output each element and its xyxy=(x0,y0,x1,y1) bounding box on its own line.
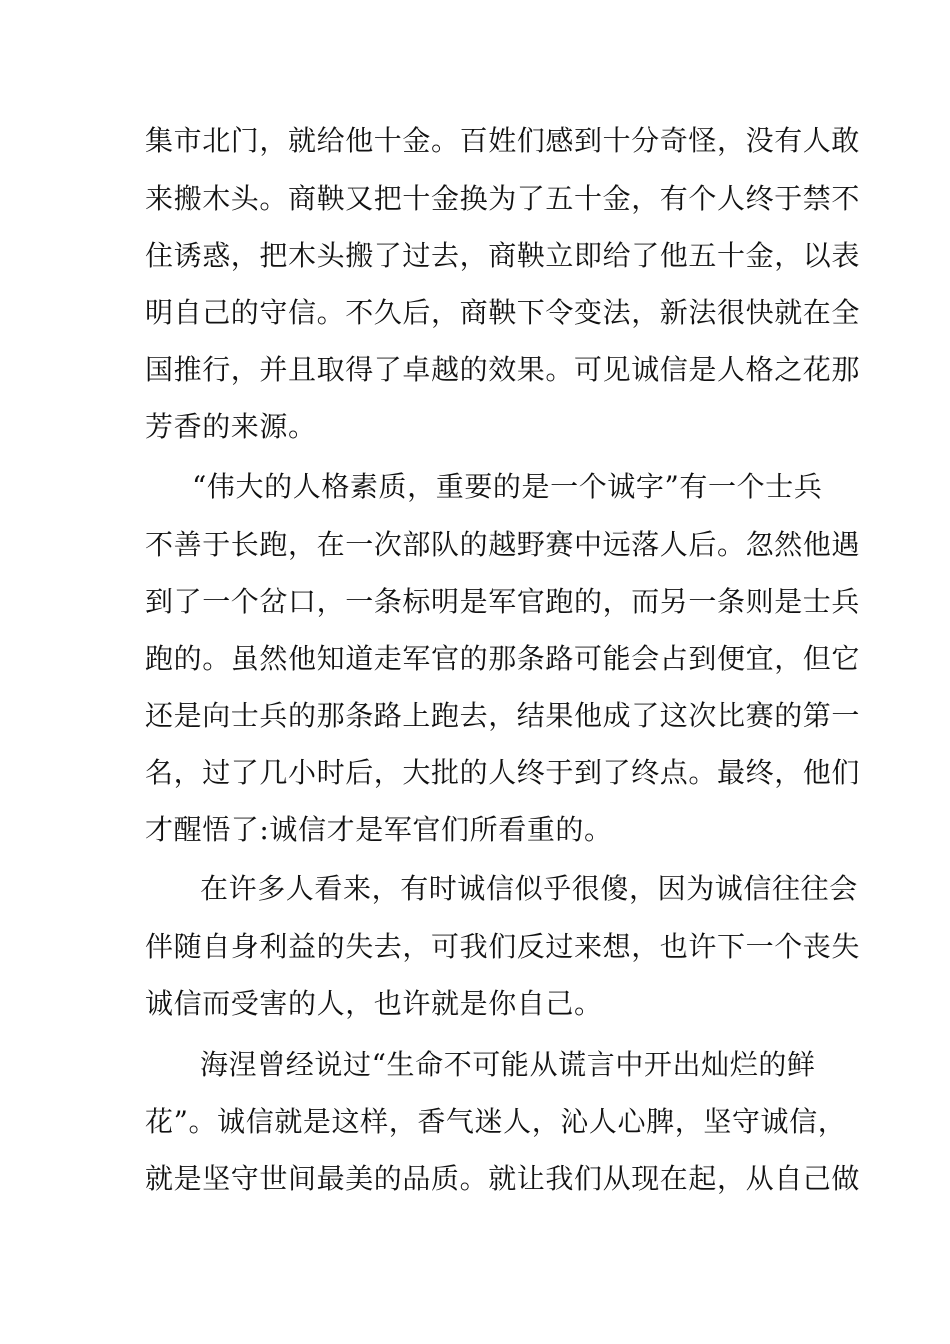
line-text: 不善于长跑，在一次部队的越野赛中远落人后。忽然他遇 xyxy=(145,528,861,561)
line-text: 才醒悟了:诚信才是军官们所看重的。 xyxy=(145,813,613,846)
text-line xyxy=(0,744,950,802)
line-text: 到了一个岔口，一条标明是军官跑的，而另一条则是士兵 xyxy=(145,585,861,618)
line-text: 海涅曾经说过“生命不可能从谎言中开出灿烂的鲜 xyxy=(200,1048,816,1081)
line-text: 集市北门，就给他十金。百姓们感到十分奇怪，没有人敢 xyxy=(145,124,861,157)
text-line xyxy=(0,918,950,976)
line-text: 住诱惑，把木头搬了过去，商鞅立即给了他五十金，以表 xyxy=(145,239,861,272)
line-text: 花”。诚信就是这样，香气迷人，沁人心脾，坚守诚信， xyxy=(145,1105,847,1138)
line-text: 来搬木头。商鞅又把十金换为了五十金，有个人终于禁不 xyxy=(145,182,861,215)
line-text: 在许多人看来，有时诚信似乎很傻，因为诚信往往会 xyxy=(200,872,858,905)
text-line xyxy=(0,975,950,1033)
text-line xyxy=(0,573,950,631)
text-line xyxy=(0,860,950,918)
text-line xyxy=(0,170,950,228)
text-line xyxy=(0,516,950,574)
line-text: 国推行，并且取得了卓越的效果。可见诚信是人格之花那 xyxy=(145,353,861,386)
line-text: 就是坚守世间最美的品质。就让我们从现在起，从自己做 xyxy=(145,1162,861,1195)
text-line xyxy=(0,687,950,745)
text-line xyxy=(0,458,950,516)
line-text: 还是向士兵的那条路上跑去，结果他成了这次比赛的第一 xyxy=(145,699,861,732)
line-text: 明自己的守信。不久后，商鞅下令变法，新法很快就在全 xyxy=(145,296,861,329)
line-text: 名，过了几小时后，大批的人终于到了终点。最终，他们 xyxy=(145,756,861,789)
text-line xyxy=(0,1036,950,1094)
text-line xyxy=(0,284,950,342)
line-text: 诚信而受害的人，也许就是你自己。 xyxy=(145,987,603,1020)
text-line xyxy=(0,341,950,399)
text-line xyxy=(0,398,950,456)
text-line xyxy=(0,1150,950,1208)
text-line xyxy=(0,1093,950,1151)
line-text: 跑的。虽然他知道走军官的那条路可能会占到便宜，但它 xyxy=(145,642,861,675)
line-text: 芳香的来源。 xyxy=(145,410,317,443)
text-line xyxy=(0,801,950,859)
text-line xyxy=(0,227,950,285)
line-text: 伴随自身利益的失去，可我们反过来想，也许下一个丧失 xyxy=(145,930,861,963)
line-text: “伟大的人格素质，重要的是一个诚字”有一个士兵 xyxy=(192,470,823,503)
text-line xyxy=(0,112,950,170)
text-line xyxy=(0,630,950,688)
